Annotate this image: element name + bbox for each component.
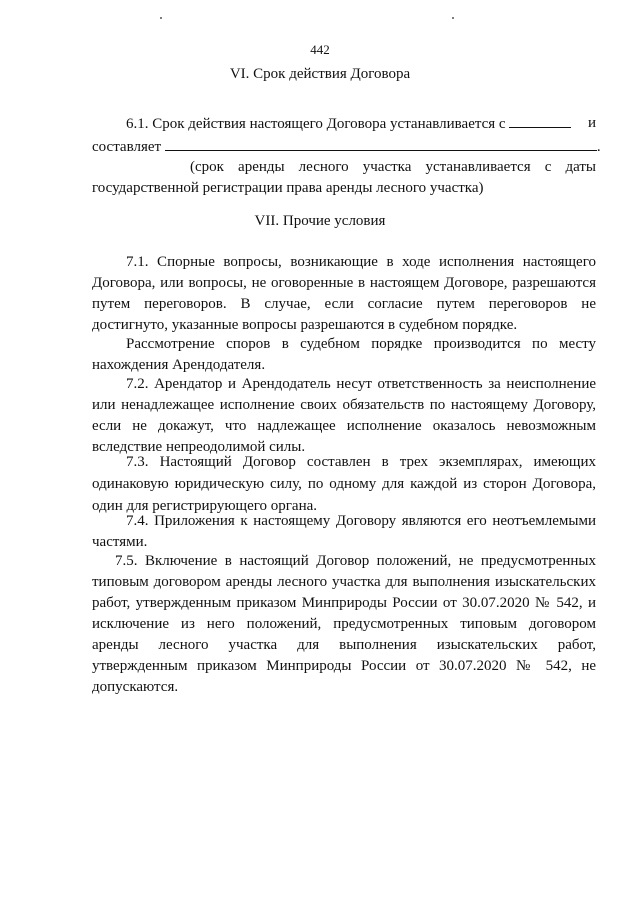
clause-7-4-line: частями.	[92, 534, 148, 550]
clause-7-5-line: допускаются.	[92, 679, 179, 695]
clause-7-1-line: Договора, или вопросы, не оговоренные в настоящем Договоре, разрешаются	[92, 275, 596, 291]
term-blank	[165, 136, 597, 151]
clause-7-3-line: одинаковую юридическую силу, по одному для каждой из сторон Договора,	[92, 476, 596, 492]
clause-6-1-and: и	[587, 115, 596, 131]
clause-7-3-line: один для регистрирующего органа.	[92, 498, 318, 514]
scan-speck	[160, 17, 162, 19]
clause-7-1-line: путем переговоров. В случае, если согласие путем переговоров не	[92, 296, 596, 312]
clause-7-5-line: исключение из него положений, предусмотренных типовым договором	[92, 616, 596, 632]
clause-7-3-line: 7.3. Настоящий Договор составлен в трех экземплярах, имеющих	[126, 454, 596, 470]
page-number: 442	[310, 42, 330, 57]
clause-7-5-line: типовым договором аренды лесного участка для выполнения изыскательских	[92, 574, 596, 590]
clause-6-1-line-2	[92, 136, 601, 158]
clause-7-2-line: если не докажут, что надлежащее исполнение оказалось невозможным	[92, 418, 596, 434]
clause-6-1-note-line-1: (срок аренды лесного участка устанавливается с даты	[190, 159, 596, 175]
clause-7-1-line: Рассмотрение споров в судебном порядке производится по месту	[126, 336, 596, 352]
clause-6-1-note-line-2: государственной регистрации права аренды лесного участка)	[92, 180, 484, 196]
clause-7-1-line: нахождения Арендодателя.	[92, 357, 266, 373]
start-date-blank	[509, 113, 571, 128]
clause-6-1-period: .	[596, 139, 601, 155]
section-7-heading: VII. Прочие условия	[254, 213, 386, 229]
clause-7-1-line: достигнуто, указанные вопросы разрешаются в судебном порядке.	[92, 317, 518, 333]
clause-7-5-line: 7.5. Включение в настоящий Договор положений, не предусмотренных	[115, 553, 596, 569]
section-6-heading: VI. Срок действия Договора	[229, 66, 411, 82]
clause-7-4-line: 7.4. Приложения к настоящему Договору являются его неотъемлемыми	[126, 513, 596, 529]
clause-6-1-term-label: составляет	[92, 139, 162, 155]
clause-7-5-line: аренды лесного участка для выполнения изыскательских работ,	[92, 637, 596, 653]
scan-speck	[452, 17, 454, 19]
clause-7-2-line: вследствие непреодолимой силы.	[92, 439, 306, 455]
clause-6-1-line-1	[126, 113, 596, 135]
clause-7-1-line: 7.1. Спорные вопросы, возникающие в ходе исполнения настоящего	[126, 254, 596, 270]
clause-6-1-text: 6.1. Срок действия настоящего Договора устанавливается с	[126, 116, 506, 132]
clause-7-2-line: или ненадлежащее исполнение своих обязательств по настоящему Договору,	[92, 397, 596, 413]
clause-7-2-line: 7.2. Арендатор и Арендодатель несут ответственность за неисполнение	[126, 376, 596, 392]
clause-7-5-line: работ, утвержденным приказом Минприроды России от 30.07.2020 № 542, и	[92, 595, 596, 611]
clause-7-5-line: утвержденным приказом Минприроды России от 30.07.2020 № 542, не	[92, 658, 596, 674]
